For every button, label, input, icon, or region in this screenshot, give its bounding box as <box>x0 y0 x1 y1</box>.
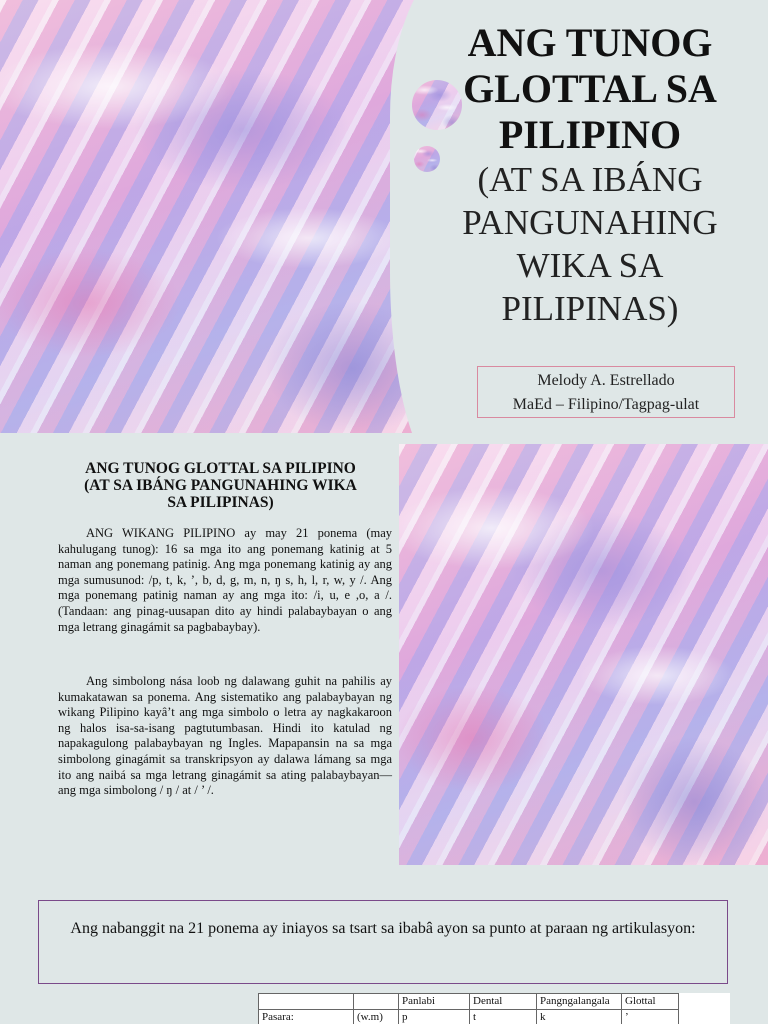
phoneme-table <box>258 993 730 1024</box>
table-cell: Dental <box>470 994 537 1010</box>
table-cell: p <box>399 1010 470 1024</box>
table-cell: ’ <box>622 1010 679 1024</box>
table-cell: Pasara: <box>259 1010 354 1024</box>
table-cell: (w.m) <box>354 1010 399 1024</box>
paragraph-symbols: Ang simbolong nása loob ng dalawang guhit na pahilis ay kumakatawan sa ponema. Ang sistematiko ang palabaybayan ng wikang Pilipino kayâ’t ang mga simbolo o letra ay nagkakaroon ng halos isa-sa-isang pagtutumbasan. Hindi ito katulad ng napakagulong palabaybayan ng Ingles. Mapapansin na sa mga simbolong ginagámit sa transkripsyon ay dalawa lámang sa mga ito ang naibá sa mga letrang ginagámit sa ating palabaybayan—ang mga simbolong / ŋ / at / ’ /. <box>58 674 392 798</box>
table-cell: k <box>537 1010 622 1024</box>
author-name: Melody A. Estrellado <box>537 372 675 389</box>
slide-subtitle: (AT SA IBÁNG PANGUNAHING WIKA SA PILIPINAS) <box>462 160 718 328</box>
slide-title: ANG TUNOG GLOTTAL SA PILIPINO <box>463 20 717 157</box>
table-cell <box>259 994 354 1010</box>
paragraph-phonemes: ANG WIKANG PILIPINO ay may 21 ponema (may kahulugang tunog): 16 sa mga ito ang ponemang katinig at 5 naman ang ponemang patinig. Ang mga ponemang katinig ay ang mga sumusunod: /p, t, k, ’, b, d, g, m, n, ŋ s, h, l, r, w, y /. Ang mga ponemang patinig naman ay ang mga ito: /i, u, e ,o, a /. (Tandaan: ang pinag-uusapan dito ay hindi palabaybayan o ang mga letrang ginagámit sa pagbabaybay). <box>58 526 392 634</box>
chart-intro-slide <box>0 870 768 1024</box>
note-box: Ang nabanggit na 21 ponema ay iniayos sa tsart sa ibabâ ayon sa punto at paraan ng artikulasyon: <box>38 900 728 984</box>
author-role: MaEd – Filipino/Tagpag-ulat <box>512 396 700 413</box>
marble-background-image <box>0 0 440 433</box>
table-cell: t <box>470 1010 537 1024</box>
table-header-row <box>259 994 679 1010</box>
title-slide <box>0 0 768 433</box>
table-cell: Glottal <box>622 994 679 1010</box>
content-slide <box>0 444 768 865</box>
decorative-bubble-small <box>414 146 440 172</box>
content-heading <box>48 460 393 511</box>
marble-side-image <box>399 444 768 865</box>
table-cell <box>354 994 399 1010</box>
heading-line-3: SA PILIPINAS) <box>167 494 274 511</box>
heading-line-2: (AT SA IBÁNG PANGUNAHING WIKA <box>84 477 357 494</box>
table-cell: Pangngalangala <box>537 994 622 1010</box>
author-box <box>477 366 735 418</box>
heading-line-1: ANG TUNOG GLOTTAL SA PILIPINO <box>85 460 356 477</box>
table-row <box>259 1010 679 1024</box>
table-cell: Panlabi <box>399 994 470 1010</box>
